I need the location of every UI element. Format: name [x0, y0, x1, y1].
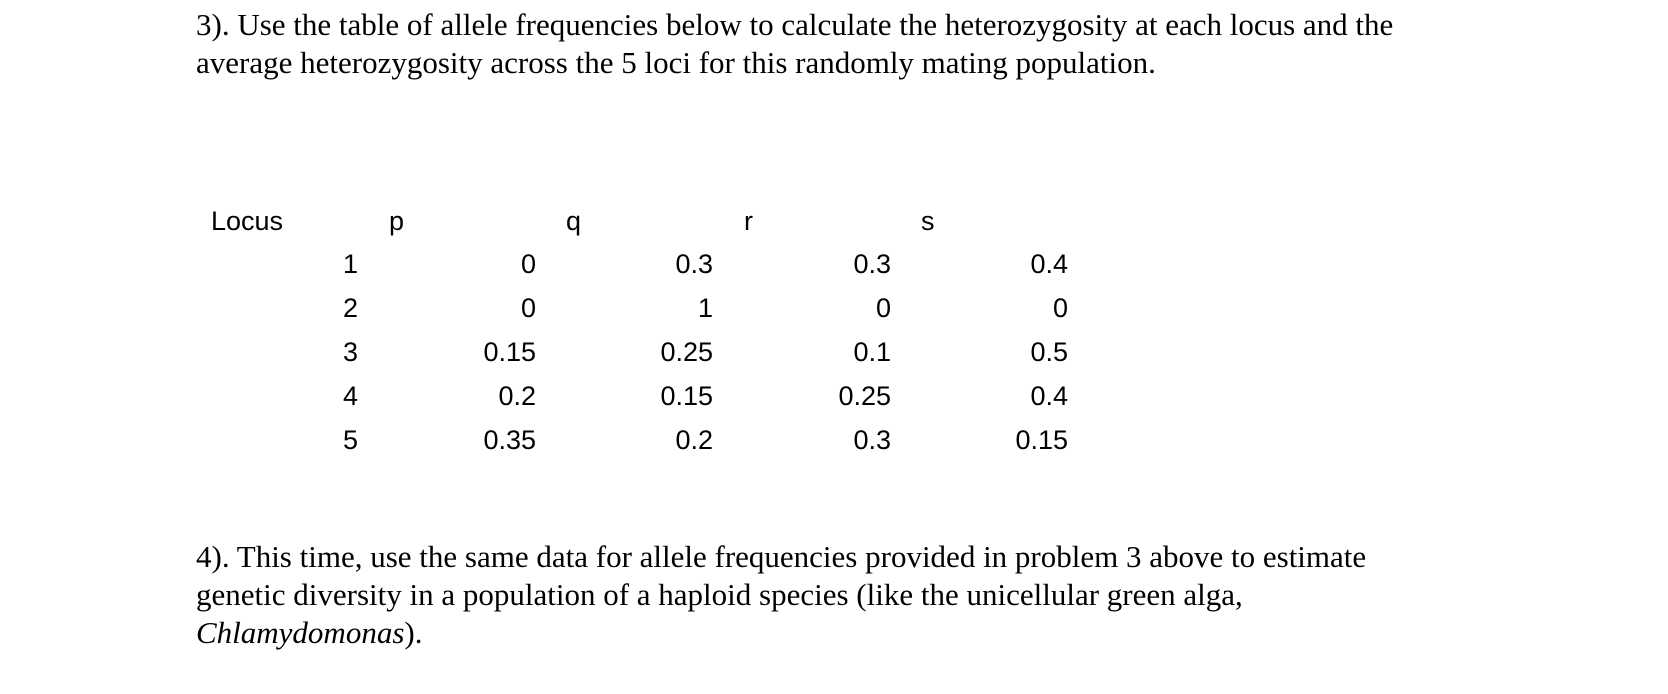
- question-4-text: [196, 538, 1476, 652]
- question-4-line-1: 4). This time, use the same data for allele frequencies provided in problem 3 above to estimate: [196, 539, 1367, 574]
- table-row-2-r: 0: [875, 293, 891, 323]
- table-row-5-locus: 5: [342, 425, 358, 455]
- header-q: q: [566, 206, 582, 236]
- table-row-2-s: 0: [1052, 293, 1068, 323]
- table-row-1-s: 0.4: [1030, 249, 1068, 279]
- table-row-4-q: 0.15: [660, 381, 713, 411]
- table-row-5-q: 0.2: [675, 425, 713, 455]
- species-name: Chlamydomonas: [196, 615, 405, 650]
- table-row-1-p: 0: [520, 249, 536, 279]
- table-row-1-locus: 1: [342, 249, 358, 279]
- table-row-2-locus: 2: [342, 293, 358, 323]
- table-row-5-s: 0.15: [1015, 425, 1068, 455]
- header-s: s: [921, 206, 935, 236]
- table-row-1-q: 0.3: [675, 249, 713, 279]
- header-p: p: [389, 206, 405, 236]
- table-row-4-p: 0.2: [498, 381, 536, 411]
- table-row-3-q: 0.25: [660, 337, 713, 367]
- table-row-4-s: 0.4: [1030, 381, 1068, 411]
- table-row-2-q: 1: [697, 293, 713, 323]
- table-row-4-r: 0.25: [838, 381, 891, 411]
- table-row-1-r: 0.3: [853, 249, 891, 279]
- table-row-3-r: 0.1: [853, 337, 891, 367]
- table-row-5-r: 0.3: [853, 425, 891, 455]
- table-row-4-locus: 4: [342, 381, 358, 411]
- question-3-line-2: average heterozygosity across the 5 loci for this randomly mating population.: [196, 45, 1156, 80]
- table-row-3-locus: 3: [342, 337, 358, 367]
- header-locus: Locus: [211, 206, 284, 236]
- table-row-5-p: 0.35: [483, 425, 536, 455]
- question-4-line-3-end: ).: [404, 615, 423, 650]
- header-r: r: [744, 206, 753, 236]
- table-row-2-p: 0: [520, 293, 536, 323]
- question-3-line-1: 3). Use the table of allele frequencies below to calculate the heterozygosity at each locus and the: [196, 7, 1394, 42]
- question-4-line-2: genetic diversity in a population of a haploid species (like the unicellular green alga,: [196, 577, 1243, 612]
- table-row-3-s: 0.5: [1030, 337, 1068, 367]
- table-row-3-p: 0.15: [483, 337, 536, 367]
